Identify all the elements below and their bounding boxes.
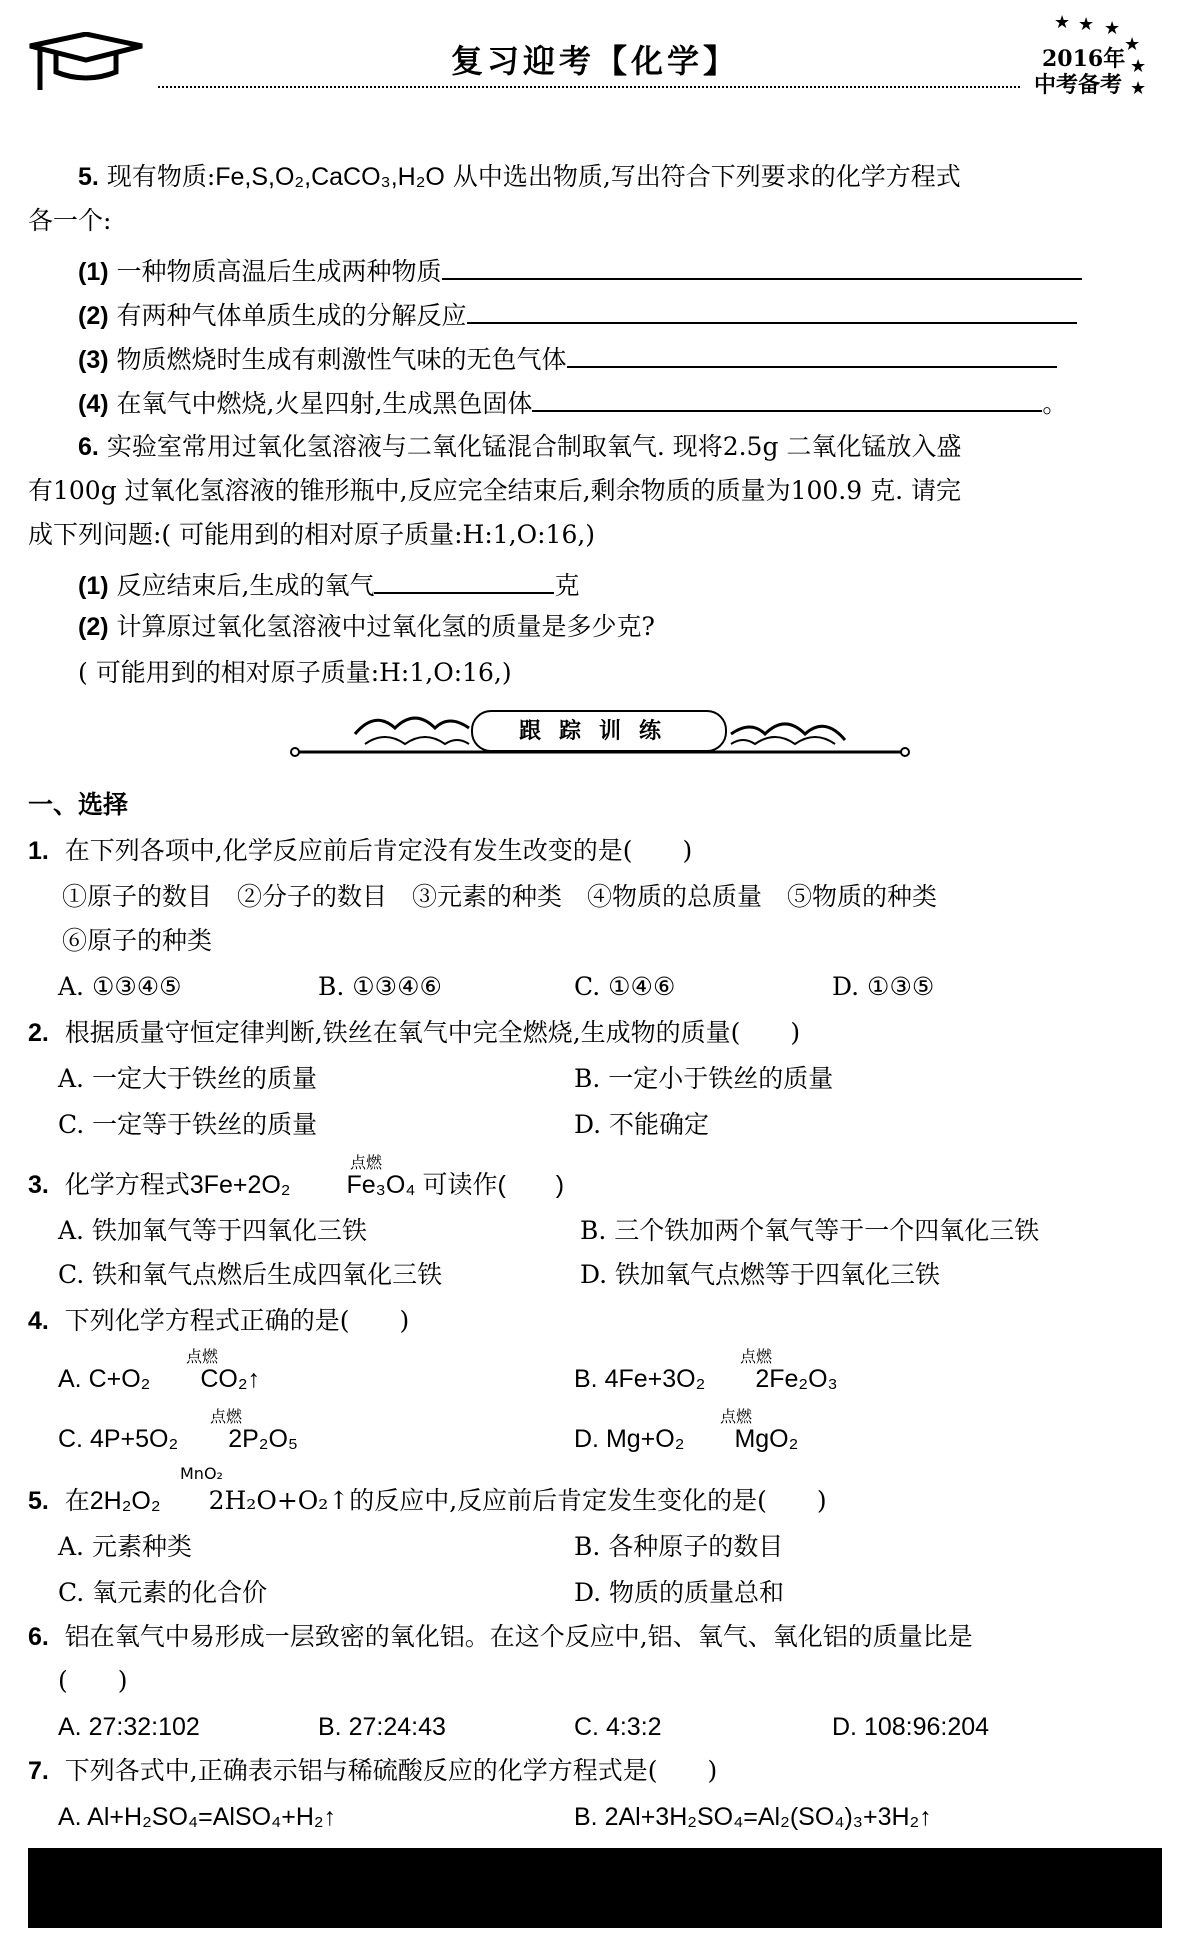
answer-blank[interactable] xyxy=(442,252,1082,280)
question-6-stem-paren: ( ) xyxy=(58,1666,128,1695)
star-icon: ★ xyxy=(1054,12,1071,33)
question-1-option-b[interactable]: B. ①③④⑥ xyxy=(318,972,442,1001)
question-5-stem: 5. 在2H₂O₂ 2H₂O+O₂↑的反应中,反应前后肯定发生变化的是( ) xyxy=(28,1486,827,1515)
question-7-option-a[interactable]: A. Al+H₂SO₄=AlSO₄+H₂↑ xyxy=(58,1803,337,1831)
question-4-option-a[interactable]: A. C+O₂ CO₂↑ xyxy=(58,1365,261,1393)
star-icon: ★ xyxy=(1130,78,1147,99)
corner-badge xyxy=(1030,12,1170,100)
q6-item-2: (2) 计算原过氧化氢溶液中过氧化氢的质量是多少克? xyxy=(78,612,655,641)
question-2-option-d[interactable]: D. 不能确定 xyxy=(574,1110,710,1139)
q5-intro-line2: 各一个: xyxy=(28,206,112,235)
q6-line3: 成下列问题:( 可能用到的相对原子质量:H:1,O:16,) xyxy=(28,520,596,549)
section-title: 一、选择 xyxy=(28,790,129,819)
q5-item-2: (2) 有两种气体单质生成的分解反应 xyxy=(78,296,1077,333)
graduation-cap-icon xyxy=(26,32,146,96)
q5-item-4: (4) 在氧气中燃烧,火星四射,生成黑色固体 。 xyxy=(78,384,1067,421)
question-1-items-line1: ①原子的数目 ②分子的数目 ③元素的种类 ④物质的总质量 ⑤物质的种类 xyxy=(62,882,938,911)
answer-blank[interactable] xyxy=(532,384,1042,412)
answer-blank[interactable] xyxy=(467,296,1077,324)
q5-intro-line1: 5. 现有物质:Fe,S,O₂,CaCO₃,H₂O 从中选出物质,写出符合下列要求的化学方程式 xyxy=(78,162,961,191)
banner-label: 跟踪训练 xyxy=(471,710,727,752)
question-2-option-a[interactable]: A. 一定大于铁丝的质量 xyxy=(58,1064,317,1093)
question-6-option-b[interactable]: B. 27:24:43 xyxy=(318,1713,446,1741)
question-5-option-b[interactable]: B. 各种原子的数目 xyxy=(574,1532,784,1561)
question-1-option-c[interactable]: C. ①④⑥ xyxy=(574,972,676,1001)
question-7-stem: 7. 下列各式中,正确表示铝与稀硫酸反应的化学方程式是( ) xyxy=(28,1756,718,1785)
corner-year: 2016年 xyxy=(1042,46,1126,72)
question-2-option-b[interactable]: B. 一定小于铁丝的质量 xyxy=(574,1064,834,1093)
reaction-condition: 点燃 xyxy=(186,1347,219,1366)
question-2-option-c[interactable]: C. 一定等于铁丝的质量 xyxy=(58,1110,318,1139)
reaction-condition: 点燃 xyxy=(350,1153,383,1172)
star-icon: ★ xyxy=(1104,18,1121,39)
q6-line2: 有100g 过氧化氢溶液的锥形瓶中,反应完全结束后,剩余物质的质量为100.9 克. 请完 xyxy=(28,476,961,505)
star-icon: ★ xyxy=(1130,56,1147,77)
corner-subtitle: 中考备考 xyxy=(1034,72,1123,98)
q6-line1: 6. 实验室常用过氧化氢溶液与二氧化锰混合制取氧气. 现将2.5g 二氧化锰放入盛 xyxy=(78,432,962,461)
question-1-items-line2: ⑥原子的种类 xyxy=(62,926,213,955)
question-5-option-d[interactable]: D. 物质的质量总和 xyxy=(574,1578,785,1607)
q5-item-3: (3) 物质燃烧时生成有刺激性气味的无色气体 xyxy=(78,340,1057,377)
question-6-option-d[interactable]: D. 108:96:204 xyxy=(832,1713,990,1741)
question-5-option-a[interactable]: A. 元素种类 xyxy=(58,1532,192,1561)
question-1-option-d[interactable]: D. ①③⑤ xyxy=(832,972,935,1001)
question-7-option-b[interactable]: B. 2Al+3H₂SO₄=Al₂(SO₄)₃+3H₂↑ xyxy=(574,1803,932,1831)
q6-item-1: (1) 反应结束后,生成的氧气 克 xyxy=(78,566,579,603)
reaction-condition: 点燃 xyxy=(720,1407,753,1426)
star-icon: ★ xyxy=(1124,34,1141,55)
reaction-condition: 点燃 xyxy=(210,1407,243,1426)
q5-item-1: (1) 一种物质高温后生成两种物质 xyxy=(78,252,1082,289)
question-4-option-d[interactable]: D. Mg+O₂ MgO₂ xyxy=(574,1425,799,1453)
question-6-stem: 6. 铝在氧气中易形成一层致密的氧化铝。在这个反应中,铝、氧气、氧化铝的质量比是 xyxy=(28,1622,973,1651)
question-3-option-d[interactable]: D. 铁加氧气点燃等于四氧化三铁 xyxy=(580,1260,941,1289)
footer-bar xyxy=(28,1848,1162,1928)
answer-blank[interactable] xyxy=(567,340,1057,368)
answer-blank[interactable] xyxy=(374,566,554,594)
question-1-option-a[interactable]: A. ①③④⑤ xyxy=(58,972,182,1001)
question-4-option-c[interactable]: C. 4P+5O₂ 2P₂O₅ xyxy=(58,1425,298,1453)
question-6-option-a[interactable]: A. 27:32:102 xyxy=(58,1713,200,1741)
question-3-option-c[interactable]: C. 铁和氧气点燃后生成四氧化三铁 xyxy=(58,1260,443,1289)
star-icon: ★ xyxy=(1078,14,1095,35)
reaction-condition: 点燃 xyxy=(740,1347,773,1366)
question-5-option-c[interactable]: C. 氧元素的化合价 xyxy=(58,1578,268,1607)
question-4-stem: 4. 下列化学方程式正确的是( ) xyxy=(28,1306,410,1335)
question-3-stem: 3. 化学方程式3Fe+2O₂ Fe₃O₄ 可读作( ) xyxy=(28,1171,565,1199)
question-3-option-a[interactable]: A. 铁加氧气等于四氧化三铁 xyxy=(58,1216,367,1245)
question-2-stem: 2. 根据质量守恒定律判断,铁丝在氧气中完全燃烧,生成物的质量( ) xyxy=(28,1018,801,1047)
question-3-option-b[interactable]: B. 三个铁加两个氧气等于一个四氧化三铁 xyxy=(580,1216,1040,1245)
question-6-option-c[interactable]: C. 4:3:2 xyxy=(574,1713,662,1741)
section-banner xyxy=(285,704,915,762)
header-divider xyxy=(158,86,1020,88)
question-4-option-b[interactable]: B. 4Fe+3O₂ 2Fe₂O₃ xyxy=(574,1365,838,1393)
question-1-stem: 1. 在下列各项中,化学反应前后肯定没有发生改变的是( ) xyxy=(28,836,693,865)
q6-item-3: ( 可能用到的相对原子质量:H:1,O:16,) xyxy=(78,658,512,687)
page-title: 复习迎考【化学】 xyxy=(450,42,739,80)
reaction-catalyst: MnO₂ xyxy=(180,1464,223,1483)
